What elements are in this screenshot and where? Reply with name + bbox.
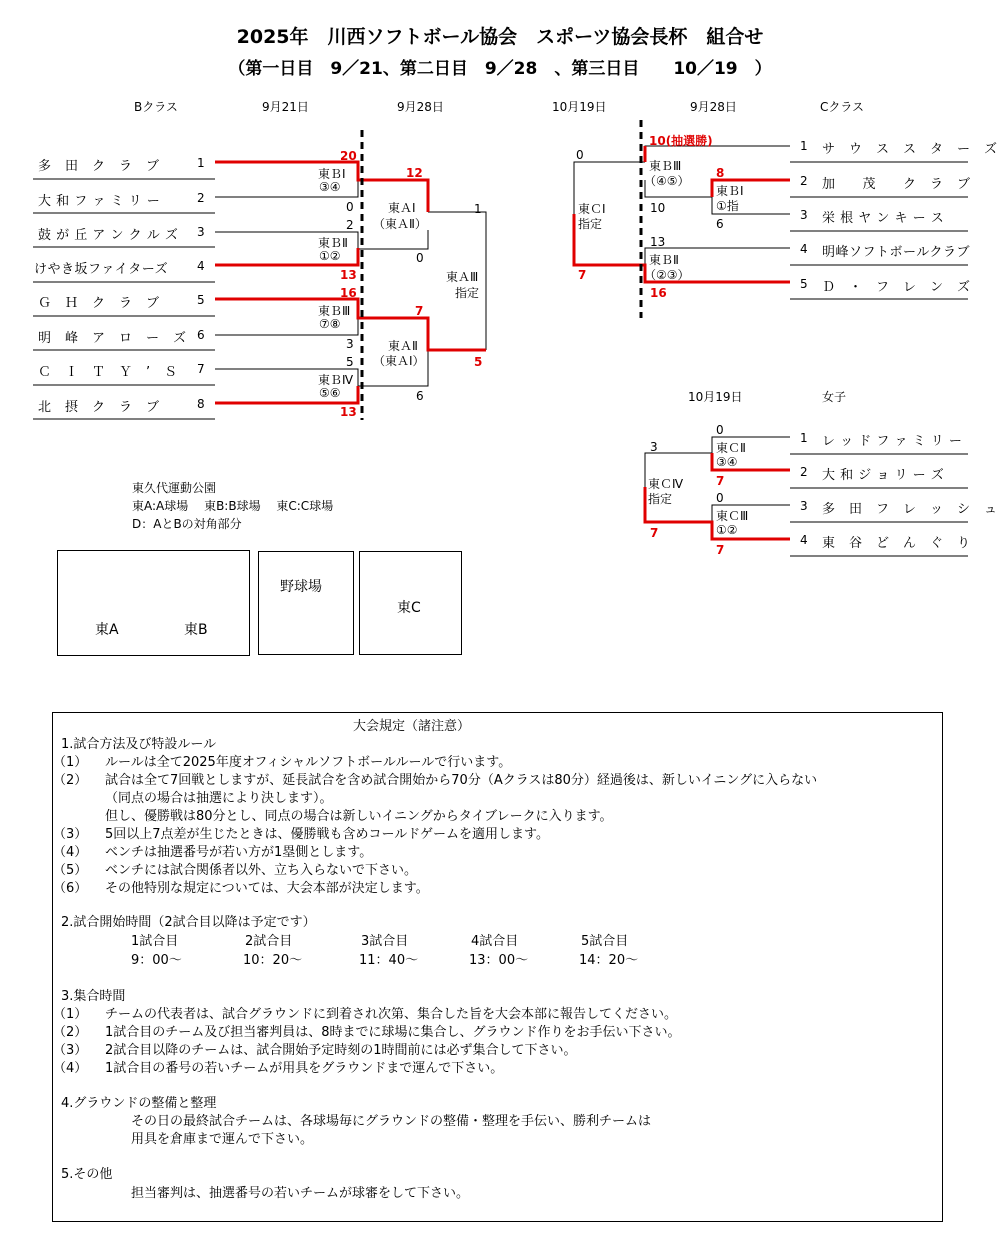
game-slot-time: 11：40～ bbox=[359, 953, 419, 968]
score: 0 bbox=[416, 251, 424, 265]
rules-section-4: 4.グラウンドの整備と整理 bbox=[61, 1096, 217, 1111]
rules-title: 大会規定（諸注意） bbox=[353, 719, 471, 734]
score: 16 bbox=[340, 286, 357, 300]
team-name: 栄 根 ヤ ン キ ー ス bbox=[822, 211, 945, 226]
rule-number: （1） bbox=[53, 1007, 88, 1022]
rule-number: （2） bbox=[53, 1025, 88, 1040]
venue-label: 東ＣⅡ bbox=[716, 441, 746, 455]
game-label: ③④ bbox=[716, 455, 738, 469]
game-slot-time: 9：00～ bbox=[131, 953, 182, 968]
team-number: 4 bbox=[197, 259, 205, 273]
team-name: サ ウ ス ス タ ー ズ bbox=[822, 142, 998, 157]
rule-text: 但し、優勝戦は80分とし、同点の場合は新しいイニングからタイブレークに入ります。 bbox=[105, 809, 613, 824]
venue-label: 東ＢⅡ bbox=[649, 253, 679, 267]
team-number: 3 bbox=[800, 208, 808, 222]
team-number: 2 bbox=[800, 174, 808, 188]
rule-number: （3） bbox=[53, 1043, 88, 1058]
rule-text: 担当審判は、抽選番号の若いチームが球審をして下さい。 bbox=[131, 1186, 470, 1201]
game-label: ③④ bbox=[319, 180, 341, 194]
score: 12 bbox=[406, 166, 423, 180]
game-label: ①② bbox=[319, 249, 341, 263]
rules-section-5: 5.その他 bbox=[61, 1167, 113, 1182]
field-label: 東A bbox=[95, 622, 119, 638]
venue-label: 東ＢⅢ bbox=[649, 159, 682, 173]
venue-label: 東ＣⅠ bbox=[578, 202, 606, 216]
venue-label: 東ＡⅡ bbox=[388, 339, 418, 353]
rule-text: （同点の場合は抽選により決します）。 bbox=[105, 791, 333, 806]
team-number: 2 bbox=[800, 465, 808, 479]
game-slot-label: 3試合目 bbox=[361, 934, 409, 949]
team-name: 鼓 が 丘 ア ン ク ル ズ bbox=[38, 228, 179, 243]
game-label: （東ＡⅠ） bbox=[373, 354, 425, 368]
game-slot-label: 2試合目 bbox=[245, 934, 293, 949]
venue-label: 東ＢⅠ bbox=[716, 184, 744, 198]
score: 0 bbox=[346, 200, 354, 214]
team-number: 6 bbox=[197, 328, 205, 342]
rule-text: 1試合目のチーム及び担当審判員は、8時までに球場に集合し、グラウンド作りをお手伝い下さい。 bbox=[105, 1025, 681, 1040]
venue-label: 東ＢⅢ bbox=[318, 304, 351, 318]
score: 20 bbox=[340, 149, 357, 163]
rule-text: その日の最終試合チームは、各球場毎にグラウンドの整備・整理を手伝い、勝利チームは bbox=[131, 1114, 652, 1129]
venue-label: 東ＢⅣ bbox=[318, 373, 354, 387]
team-name: 北 摂 ク ラ ブ bbox=[38, 400, 160, 415]
team-number: 3 bbox=[800, 499, 808, 513]
rule-number: （1） bbox=[53, 755, 88, 770]
rule-text: チームの代表者は、試合グラウンドに到着され次第、集合した旨を大会本部に報告してください。 bbox=[105, 1007, 678, 1022]
game-slot-time: 10：20～ bbox=[243, 953, 303, 968]
score: 16 bbox=[650, 286, 667, 300]
rule-number: （4） bbox=[53, 845, 88, 860]
cclass-date-r1: 9月28日 bbox=[690, 100, 737, 114]
team-number: 4 bbox=[800, 533, 808, 547]
venue-line1: 東A:A球場 東B:B球場 東C:C球場 bbox=[132, 499, 334, 513]
women-label: 女子 bbox=[822, 390, 847, 404]
score: 3 bbox=[346, 337, 354, 351]
score: 6 bbox=[416, 389, 424, 403]
score: 2 bbox=[346, 218, 354, 232]
team-number: 4 bbox=[800, 242, 808, 256]
game-label: （東ＡⅡ） bbox=[373, 217, 427, 231]
team-name: 多 田 ク ラ ブ bbox=[38, 159, 160, 174]
score: 10 bbox=[650, 201, 666, 215]
cclass-label: Cクラス bbox=[820, 100, 865, 114]
team-name: 大 和 フ ァ ミ リ ー bbox=[38, 194, 161, 209]
game-slot-label: 5試合目 bbox=[581, 934, 629, 949]
score: 0 bbox=[716, 423, 724, 437]
team-name: 加 茂 ク ラ ブ bbox=[822, 177, 971, 192]
game-slot-label: 4試合目 bbox=[471, 934, 519, 949]
game-label: ①② bbox=[716, 523, 738, 537]
venue-label: 東ＡⅠ bbox=[388, 201, 416, 215]
score: 0 bbox=[576, 148, 584, 162]
field-label: 野球場 bbox=[280, 579, 322, 595]
score: 7 bbox=[415, 304, 424, 318]
women-date: 10月19日 bbox=[688, 390, 743, 404]
rule-text: 試合は全て7回戦としますが、延長試合を含め試合開始から70分（Aクラスは80分）経過後は、新しいイニングに入らない bbox=[105, 773, 818, 788]
game-label: ①指 bbox=[716, 199, 739, 213]
score: 7 bbox=[716, 543, 725, 557]
team-name: 大 和 ジ ョ リ ー ズ bbox=[822, 468, 945, 483]
team-number: 5 bbox=[800, 277, 808, 291]
team-name: 東 谷 ど ん ぐ り bbox=[822, 536, 971, 551]
baseball-field-box bbox=[258, 551, 354, 655]
venue-line2: D：AとBの対角部分 bbox=[132, 517, 242, 531]
score: 6 bbox=[716, 217, 724, 231]
game-label: ⑤⑥ bbox=[319, 386, 341, 400]
rule-number: （2） bbox=[53, 773, 88, 788]
page-title: 2025年 川西ソフトボール協会 スポーツ協会長杯 組合せ bbox=[236, 26, 764, 48]
team-number: 5 bbox=[197, 293, 205, 307]
team-name: Ｄ ・ フ レ ン ズ bbox=[822, 280, 971, 295]
team-number: 1 bbox=[800, 431, 808, 445]
rules-section-3: 3.集合時間 bbox=[61, 989, 126, 1004]
game-slot-label: 1試合目 bbox=[131, 934, 179, 949]
score: 7 bbox=[578, 268, 587, 282]
score: 1 bbox=[474, 202, 482, 216]
rules-section-2: 2.試合開始時間（2試合目以降は予定です） bbox=[61, 915, 316, 930]
field-label: 東C bbox=[397, 600, 421, 616]
bclass-label: Bクラス bbox=[134, 100, 178, 114]
team-name: 多 田 フ レ ッ シ ュ bbox=[822, 502, 998, 517]
team-name: Ｃ Ｉ Ｔ Ｙ ’ Ｓ bbox=[38, 365, 178, 380]
score: 13 bbox=[650, 235, 666, 249]
team-name: レ ッ ド フ ァ ミ リ ー bbox=[822, 434, 963, 449]
venue-label: 東ＣⅢ bbox=[716, 509, 749, 523]
score: 5 bbox=[346, 355, 354, 369]
score: 8 bbox=[716, 166, 725, 180]
venue-note: 指定 bbox=[578, 217, 603, 231]
rule-number: （3） bbox=[53, 827, 88, 842]
field-label: 東B bbox=[184, 622, 208, 638]
rule-text: 2試合目以降のチームは、試合開始予定時刻の1時間前には必ず集合して下さい。 bbox=[105, 1043, 577, 1058]
score: 10(抽選勝) bbox=[649, 134, 713, 148]
venue-label: 東ＣⅣ bbox=[648, 477, 684, 491]
score: 7 bbox=[716, 474, 725, 488]
venue-note: 指定 bbox=[648, 492, 673, 506]
team-number: 1 bbox=[800, 139, 808, 153]
venue-label: 東ＢⅠ bbox=[318, 167, 346, 181]
bclass-date-r1: 9月21日 bbox=[262, 100, 309, 114]
score: 0 bbox=[716, 491, 724, 505]
rule-text: ルールは全て2025年度オフィシャルソフトボールルールで行います。 bbox=[105, 755, 512, 770]
rules-panel bbox=[52, 712, 943, 1222]
team-number: 3 bbox=[197, 225, 205, 239]
team-name: 明 峰 ア ロ ー ズ bbox=[38, 331, 187, 346]
team-number: 1 bbox=[197, 156, 205, 170]
team-number: 2 bbox=[197, 191, 205, 205]
rule-number: （5） bbox=[53, 863, 88, 878]
rules-section-1: 1.試合方法及び特設ルール bbox=[61, 737, 217, 752]
score: 7 bbox=[650, 526, 659, 540]
team-name: Ｇ Ｈ ク ラ ブ bbox=[38, 296, 160, 311]
game-label: （②③） bbox=[644, 268, 690, 282]
venue-name: 東久代運動公園 bbox=[132, 481, 217, 495]
score: 13 bbox=[340, 405, 357, 419]
score: 13 bbox=[340, 268, 357, 282]
team-name: 明峰ソフトボールクラブ bbox=[822, 245, 970, 260]
field-ab-box bbox=[57, 550, 250, 656]
rule-text: ベンチには試合関係者以外、立ち入らないで下さい。 bbox=[105, 863, 418, 878]
page-subtitle: （第一日目 9／21、第二日目 9／28 、第三日目 10／19 ） bbox=[228, 59, 772, 79]
score: 3 bbox=[650, 440, 658, 454]
game-label: （④⑤） bbox=[644, 174, 690, 188]
cclass-date-r2: 10月19日 bbox=[552, 100, 607, 114]
venue-note: 指定 bbox=[455, 286, 480, 300]
rule-number: （6） bbox=[53, 881, 88, 896]
score: 5 bbox=[474, 355, 483, 369]
game-label: ⑦⑧ bbox=[319, 317, 341, 331]
team-name: けやき坂ファイターズ bbox=[34, 262, 169, 277]
rule-text: 5回以上7点差が生じたときは、優勝戦も含めコールドゲームを適用します。 bbox=[105, 827, 549, 842]
rule-text: 1試合目の番号の若いチームが用具をグラウンドまで運んで下さい。 bbox=[105, 1061, 504, 1076]
rule-text: 用具を倉庫まで運んで下さい。 bbox=[131, 1132, 314, 1147]
game-slot-time: 13：00～ bbox=[469, 953, 529, 968]
rule-text: その他特別な規定については、大会本部が決定します。 bbox=[105, 881, 429, 896]
rule-number: （4） bbox=[53, 1061, 88, 1076]
venue-label: 東ＡⅢ bbox=[446, 270, 479, 284]
game-slot-time: 14：20～ bbox=[579, 953, 639, 968]
rule-text: ベンチは抽選番号が若い方が1塁側とします。 bbox=[105, 845, 373, 860]
venue-label: 東ＢⅡ bbox=[318, 236, 348, 250]
bclass-date-r2: 9月28日 bbox=[397, 100, 444, 114]
team-number: 7 bbox=[197, 362, 205, 376]
team-number: 8 bbox=[197, 397, 205, 411]
